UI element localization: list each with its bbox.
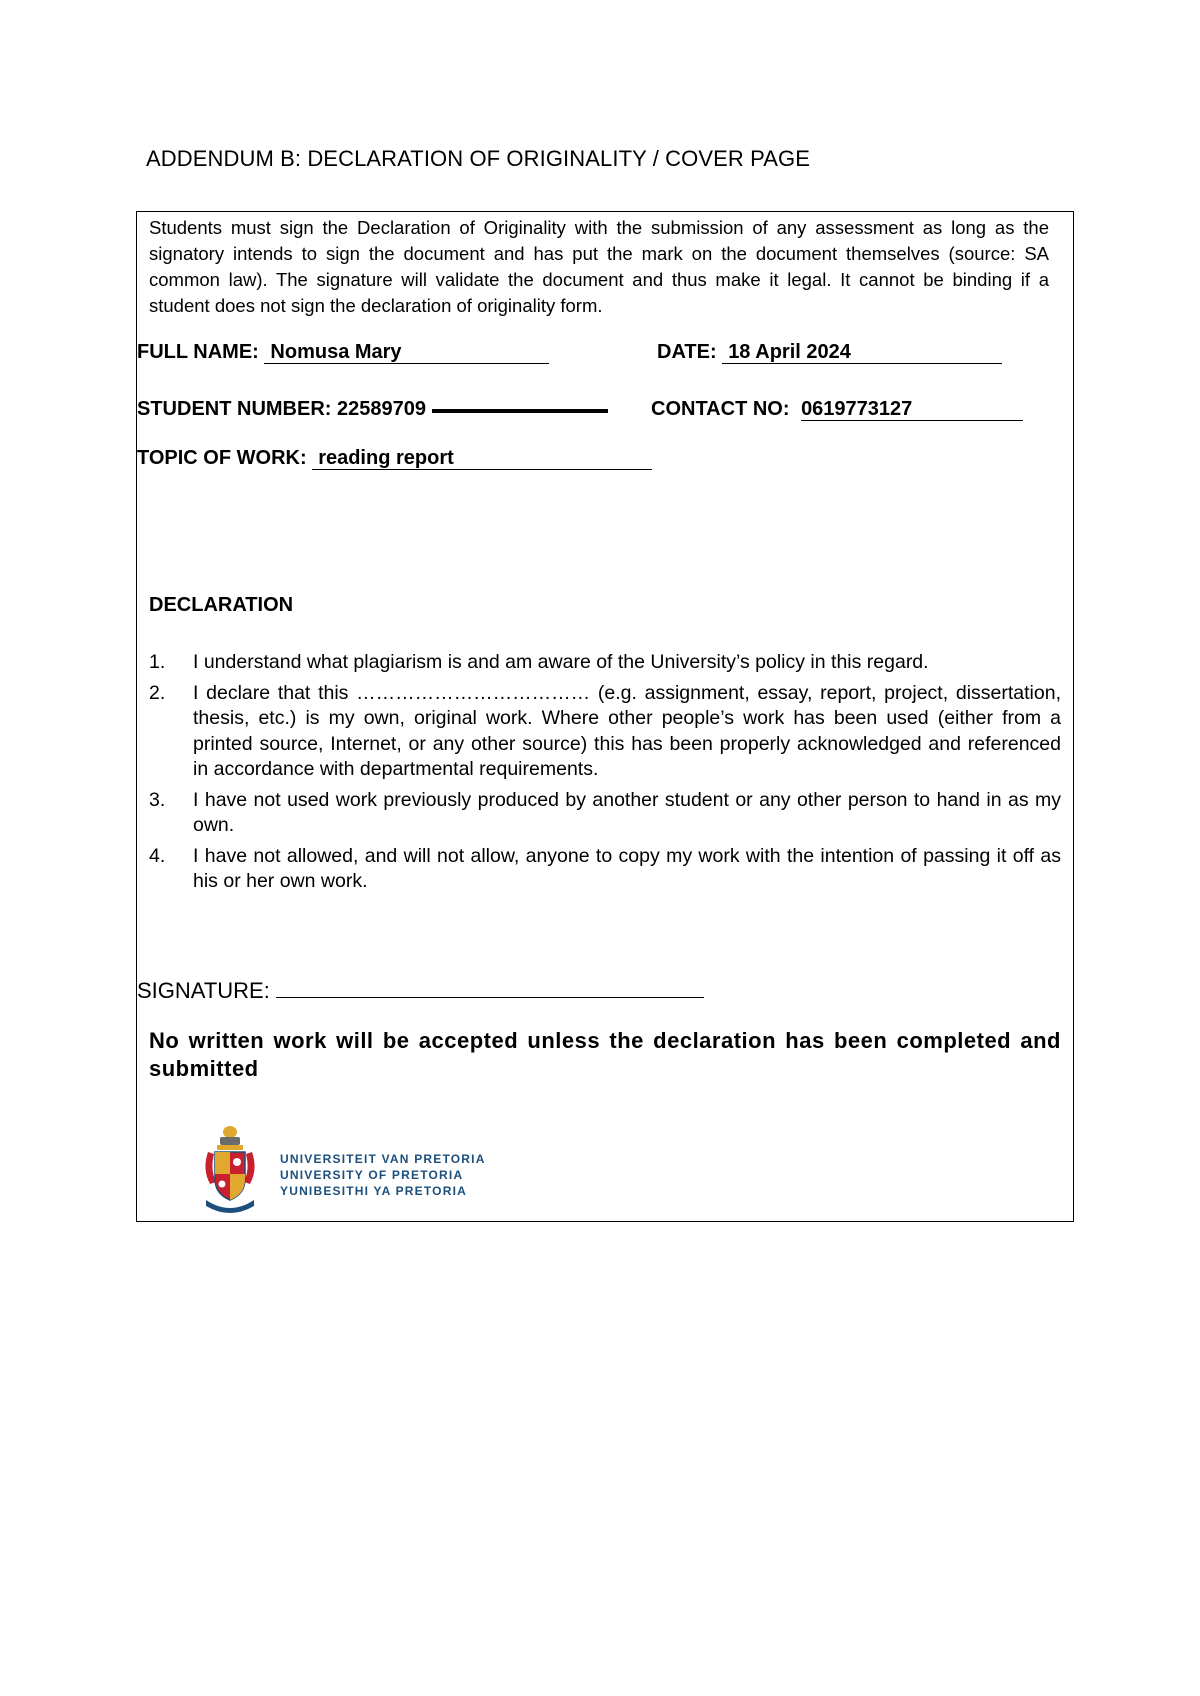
declaration-heading: DECLARATION [149,594,294,616]
list-item [149,788,1061,839]
university-name-english: UNIVERSITY OF PRETORIA [280,1168,464,1182]
list-item [149,844,1061,895]
signature-row [137,977,704,1004]
list-item-number: 1. [149,651,166,673]
full-name-label: FULL NAME: [137,341,259,363]
list-item-text: I have not allowed, and will not allow, anyone to copy my work with the intention of passing it off as his or her own work. [193,844,1061,892]
contact-row [651,398,1023,421]
contact-label: CONTACT NO: [651,398,790,420]
date-label: DATE: [657,341,717,363]
closing-note: No written work will be accepted unless the declaration has been completed and submitted [149,1028,1061,1081]
declaration-form [136,211,1074,1222]
university-name-afrikaans: UNIVERSITEIT VAN PRETORIA [280,1152,486,1166]
topic-label: TOPIC OF WORK: [137,447,307,469]
list-item-text: I have not used work previously produced by another student or any other person to hand in as my own. [193,788,1061,836]
list-item-number: 3. [149,788,166,811]
student-number-row [137,398,608,421]
date-row [657,341,1002,364]
declaration-list [149,650,1061,900]
university-name [280,1151,486,1199]
intro-text: Students must sign the Declaration of Originality with the submission of any assessment as long as the signatory intends to sign the document and has put the mark on the document themselves (source: SA common law). The signature will validate the document and thus make it legal. It cannot be binding if a student does not sign the declaration of originality form. [149,217,1049,316]
full-name-field[interactable] [264,341,549,364]
list-item [149,650,1061,676]
date-value: 18 April 2024 [728,341,851,363]
date-field[interactable] [722,341,1002,364]
student-number-label: STUDENT NUMBER: [137,398,332,420]
list-item-text: I declare that this ……………………………… (e.g. assignment, essay, report, project, dissertation, thesis, etc.) is my own, original work. Where other people’s work has been used (either from a printed source, Internet, or any other source) this has been properly acknowledged and referenced in accordance with departmental requirements. [193,681,1061,780]
topic-value: reading report [318,447,454,469]
university-name-sepedi: YUNIBESITHI YA PRETORIA [280,1184,467,1198]
page-title: ADDENDUM B: DECLARATION OF ORIGINALITY / COVER PAGE [146,146,810,171]
university-logo [175,1124,486,1214]
topic-row [137,447,652,470]
contact-field[interactable] [801,398,1023,421]
contact-value: 0619773127 [801,398,913,420]
list-item-number: 2. [149,681,166,704]
list-item-number: 4. [149,844,166,867]
list-item [149,681,1061,783]
topic-field[interactable] [312,447,652,470]
student-number-underline [432,409,608,413]
list-item-text: I understand what plagiarism is and am aware of the University’s policy in this regard. [193,651,929,673]
full-name-row [137,341,549,364]
signature-label: SIGNATURE: [137,978,270,1003]
full-name-value: Nomusa Mary [270,341,402,363]
university-crest-icon [200,1124,260,1214]
signature-field[interactable] [276,977,704,998]
student-number-value[interactable]: 22589709 [337,398,426,420]
